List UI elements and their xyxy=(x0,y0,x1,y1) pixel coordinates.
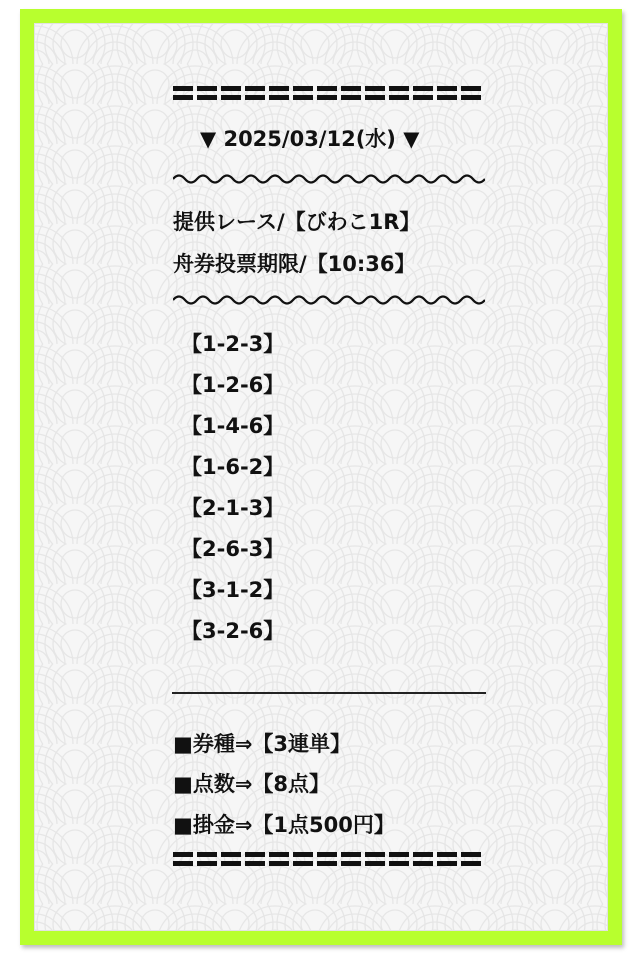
pick-combination: 【1-4-6】 xyxy=(181,414,285,438)
bet-ticket xyxy=(35,24,607,930)
pick-combination: 【2-6-3】 xyxy=(181,537,285,561)
pick-combination: 【2-1-3】 xyxy=(181,496,285,520)
pick-combination: 【3-1-2】 xyxy=(181,578,285,602)
wavy-divider-top xyxy=(173,171,485,187)
bet-points: ■点数⇒【8点】 xyxy=(173,772,331,796)
pick-combination: 【3-2-6】 xyxy=(181,619,285,643)
race-date: ▼ 2025/03/12(水) ▼ xyxy=(200,127,420,151)
voting-deadline: 舟券投票期限/【10:36】 xyxy=(173,252,416,276)
pick-combination: 【1-2-6】 xyxy=(181,373,285,397)
outer-frame xyxy=(20,9,622,945)
pick-combination: 【1-2-3】 xyxy=(181,332,285,356)
pick-combination: 【1-6-2】 xyxy=(181,455,285,479)
double-bar-divider-top xyxy=(173,86,485,104)
bet-stake: ■掛金⇒【1点500円】 xyxy=(173,813,395,837)
double-bar-divider-bottom xyxy=(173,852,485,870)
horizontal-rule xyxy=(172,692,486,694)
content-panel xyxy=(34,23,608,931)
bet-type: ■券種⇒【3連単】 xyxy=(173,732,352,756)
race-name: 提供レース/【びわこ1R】 xyxy=(173,210,421,234)
wavy-divider-bottom xyxy=(173,292,485,308)
